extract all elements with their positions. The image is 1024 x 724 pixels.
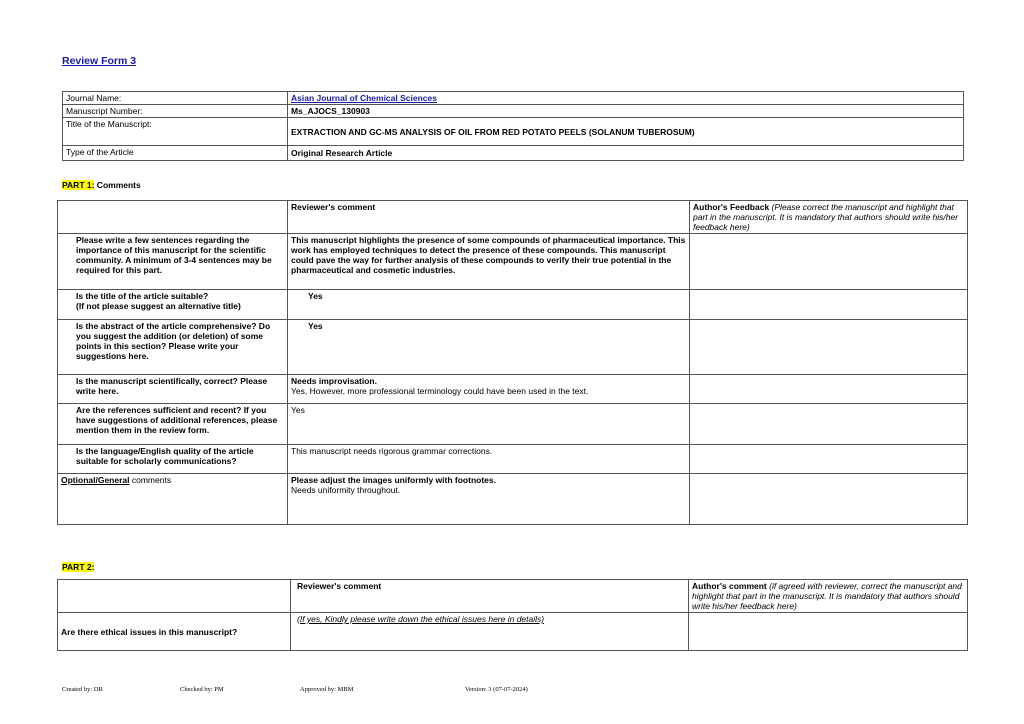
question-cell: Please write a few sentences regarding the importance of this manuscript for the scientific community. A minimum of 3-4 sentences may be required for this part.: [58, 234, 288, 290]
optional-comment-cell: Please adjust the images uniformly with footnotes. Needs uniformity throughout.: [288, 474, 690, 525]
type-value: Original Research Article: [288, 146, 964, 161]
question-cell: Is the manuscript scientifically, correct? Please write here.: [58, 375, 288, 404]
manuscript-info-table: [62, 91, 964, 161]
part1-label: PART 1:: [62, 180, 95, 190]
part2-author-comment-cell[interactable]: [689, 613, 968, 651]
author-feedback-cell[interactable]: [690, 375, 968, 404]
ethical-answer-cell[interactable]: (If yes, Kindly please write down the ethical issues here in details): [291, 613, 689, 651]
ms-number-value: Ms_AJOCS_130903: [288, 105, 964, 118]
question-cell: Is the title of the article suitable? (If not please suggest an alternative title): [58, 290, 288, 320]
question-cell: Is the language/English quality of the article suitable for scholarly communications?: [58, 445, 288, 474]
part2-label: PART 2:: [62, 562, 95, 572]
ethical-question: Are there ethical issues in this manuscript?: [58, 613, 291, 651]
author-feedback-cell[interactable]: [690, 445, 968, 474]
reviewer-comment-cell: Yes: [288, 320, 690, 375]
reviewer-comment-cell: This manuscript highlights the presence of some compounds of pharmaceutical importance. This work has employed techniques to detect the presence of these compounds. This manuscript could pave the way for further analysis of these compounds to verify their true potential in the pharmaceutical and cosmetic industries.: [288, 234, 690, 290]
footer-checked: Checked by: PM: [180, 686, 224, 693]
author-feedback-cell[interactable]: [690, 320, 968, 375]
part2-reviewer-header: Reviewer's comment: [291, 580, 689, 613]
type-label: Type of the Article: [63, 146, 288, 161]
footer-approved: Approved by: MBM: [300, 686, 354, 693]
part1-heading: PART 1: Comments: [62, 180, 141, 190]
journal-label: Journal Name:: [63, 92, 288, 105]
question-cell: Are the references sufficient and recent? If you have suggestions of additional references, please mention them in the review form.: [58, 404, 288, 445]
form-title: Review Form 3: [62, 55, 137, 67]
author-feedback-cell[interactable]: [690, 404, 968, 445]
part2-heading: [62, 562, 94, 572]
reviewer-comment-header: Reviewer's comment: [288, 201, 690, 234]
part1-table: [57, 200, 968, 525]
part2-table: [57, 579, 968, 651]
author-feedback-cell[interactable]: [690, 290, 968, 320]
reviewer-comment-cell: This manuscript needs rigorous grammar corrections.: [288, 445, 690, 474]
author-feedback-cell[interactable]: [690, 474, 968, 525]
footer-version: Version: 3 (07-07-2024): [465, 686, 528, 693]
reviewer-comment-cell: Needs improvisation. Yes, However, more professional terminology could have been used in the text.: [288, 375, 690, 404]
journal-link[interactable]: Asian Journal of Chemical Sciences: [291, 93, 437, 103]
optional-comments-label: Optional/General comments: [58, 474, 288, 525]
author-feedback-header: Author's Feedback (Please correct the manuscript and highlight that part in the manuscript. It is mandatory that authors should write his/her feedback here): [690, 201, 968, 234]
footer-created: Created by: DR: [62, 686, 103, 693]
ms-number-label: Manuscript Number:: [63, 105, 288, 118]
question-cell: Is the abstract of the article comprehensive? Do you suggest the addition (or deletion) of some points in this section? Please write your suggestions here.: [58, 320, 288, 375]
reviewer-comment-cell: Yes: [288, 404, 690, 445]
reviewer-comment-cell: Yes: [288, 290, 690, 320]
title-value: EXTRACTION AND GC-MS ANALYSIS OF OIL FROM RED POTATO PEELS (SOLANUM TUBEROSUM): [288, 118, 964, 146]
title-label: Title of the Manuscript:: [63, 118, 288, 146]
author-feedback-cell[interactable]: [690, 234, 968, 290]
part2-author-header: Author's comment (if agreed with reviewer, correct the manuscript and highlight that part in the manuscript. It is mandatory that authors should write his/her feedback here): [689, 580, 968, 613]
